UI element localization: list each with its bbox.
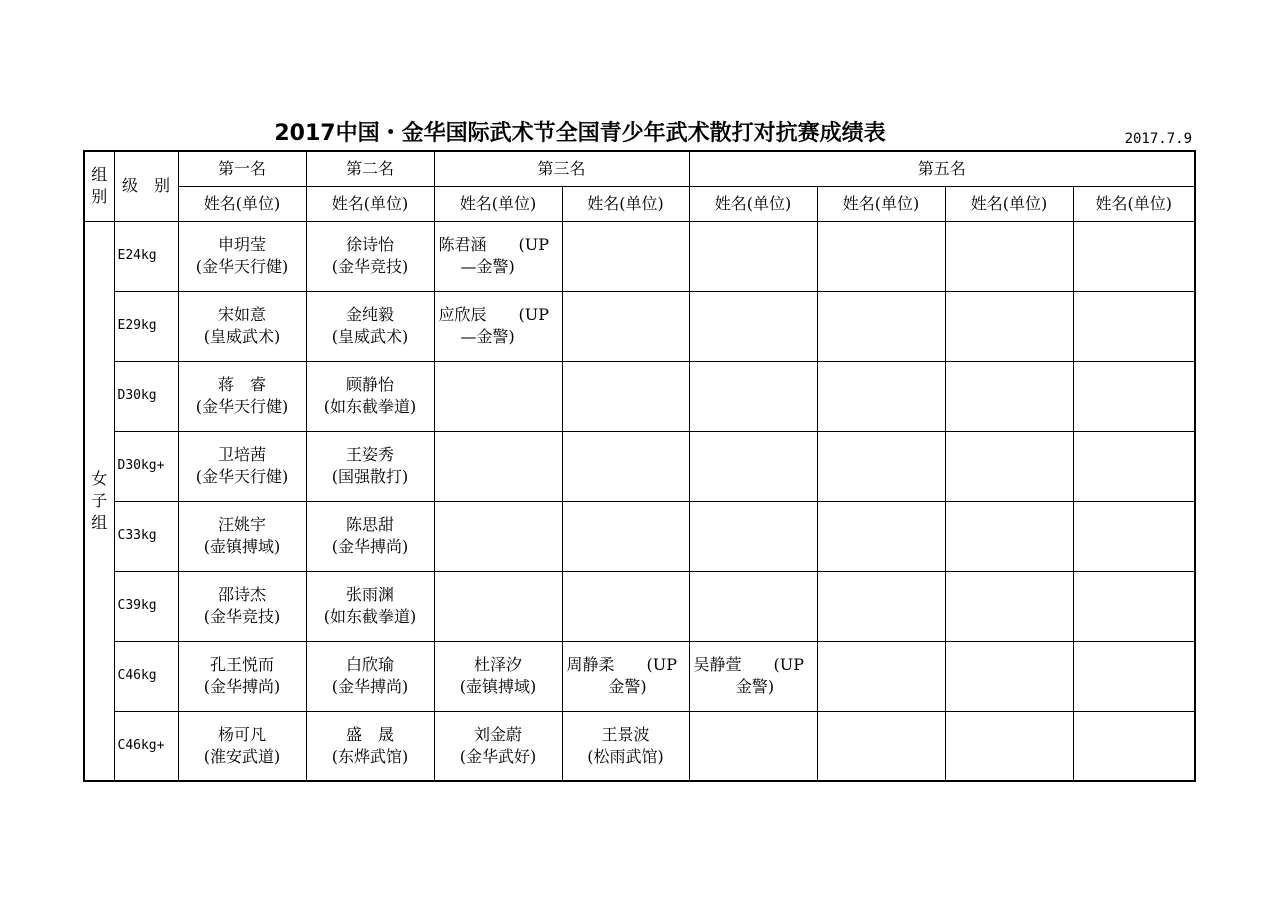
athlete-name: 张雨渊 bbox=[345, 585, 394, 604]
result-cell bbox=[178, 291, 306, 361]
result-cell bbox=[306, 431, 434, 501]
athlete-name: 蒋 睿 bbox=[217, 375, 266, 394]
athlete-unit: (国强散打) bbox=[331, 467, 409, 486]
athlete-name: 白欣瑜 bbox=[345, 655, 394, 674]
group-label: 女子组 bbox=[91, 468, 108, 532]
athlete-unit: (松雨武馆) bbox=[587, 746, 664, 766]
class-cell: C46kg+ bbox=[114, 711, 178, 781]
header-class: 级 别 bbox=[114, 151, 178, 221]
result-cell bbox=[434, 221, 562, 291]
result-cell bbox=[562, 361, 689, 431]
result-cell bbox=[1073, 641, 1195, 711]
athlete-unit: (金华搏尚) bbox=[203, 677, 281, 696]
athlete-name: 杨可凡 bbox=[217, 724, 266, 744]
header-group: 组别 bbox=[84, 151, 114, 221]
result-cell bbox=[306, 641, 434, 711]
result-cell bbox=[434, 431, 562, 501]
result-cell bbox=[1073, 501, 1195, 571]
athlete-name: 应欣辰 (UP bbox=[438, 305, 549, 324]
athlete-name: 邵诗杰 bbox=[217, 585, 266, 604]
result-cell bbox=[1073, 221, 1195, 291]
result-cell bbox=[945, 291, 1073, 361]
result-cell bbox=[689, 501, 817, 571]
athlete-name: 宋如意 bbox=[217, 305, 266, 324]
header-rank5: 第五名 bbox=[689, 151, 1195, 186]
athlete-name: 徐诗怡 bbox=[345, 235, 394, 254]
result-cell bbox=[562, 571, 689, 641]
result-cell bbox=[817, 501, 945, 571]
class-cell: E29kg bbox=[114, 291, 178, 361]
athlete-unit: (东烨武馆) bbox=[331, 746, 409, 766]
athlete-unit: (如东截拳道) bbox=[323, 397, 417, 416]
result-cell bbox=[562, 221, 689, 291]
class-cell: C39kg bbox=[114, 571, 178, 641]
table-row bbox=[84, 221, 1195, 291]
result-cell bbox=[178, 711, 306, 781]
header-name-unit: 姓名(单位) bbox=[945, 186, 1073, 221]
result-cell bbox=[945, 221, 1073, 291]
athlete-unit: —金警) bbox=[460, 257, 515, 276]
result-cell bbox=[306, 361, 434, 431]
athlete-unit: (如东截拳道) bbox=[323, 607, 417, 626]
athlete-name: 吴静萱 (UP bbox=[693, 655, 805, 674]
results-table bbox=[83, 150, 1196, 782]
header-rank1: 第一名 bbox=[178, 151, 306, 186]
result-cell bbox=[817, 431, 945, 501]
result-cell bbox=[689, 291, 817, 361]
athlete-unit: (金华竞技) bbox=[331, 257, 409, 276]
class-cell: D30kg bbox=[114, 361, 178, 431]
group-cell bbox=[84, 221, 114, 781]
result-cell bbox=[434, 711, 562, 781]
result-cell bbox=[689, 711, 817, 781]
athlete-name: 刘金蔚 bbox=[473, 724, 522, 744]
result-cell bbox=[434, 571, 562, 641]
table-row bbox=[84, 571, 1195, 641]
athlete-unit: (壶镇搏域) bbox=[459, 677, 537, 696]
page-title: 2017中国・金华国际武术节全国青少年武术散打对抗赛成绩表 bbox=[274, 121, 886, 146]
result-cell bbox=[178, 431, 306, 501]
header-name-unit: 姓名(单位) bbox=[178, 186, 306, 221]
class-cell: C33kg bbox=[114, 501, 178, 571]
result-cell bbox=[434, 501, 562, 571]
athlete-unit: (金华搏尚) bbox=[331, 677, 409, 696]
result-cell bbox=[306, 711, 434, 781]
athlete-name: 陈君涵 (UP bbox=[438, 235, 549, 254]
result-cell bbox=[689, 221, 817, 291]
result-cell bbox=[178, 571, 306, 641]
result-cell bbox=[562, 641, 689, 711]
table-row bbox=[84, 641, 1195, 711]
athlete-name: 孔王悦而 bbox=[209, 655, 274, 674]
table-row bbox=[84, 501, 1195, 571]
class-cell: E24kg bbox=[114, 221, 178, 291]
result-cell bbox=[945, 711, 1073, 781]
header-name-unit: 姓名(单位) bbox=[562, 186, 689, 221]
header-name-unit: 姓名(单位) bbox=[1073, 186, 1195, 221]
result-cell bbox=[817, 361, 945, 431]
result-cell bbox=[562, 501, 689, 571]
header-name-unit: 姓名(单位) bbox=[306, 186, 434, 221]
result-cell bbox=[945, 501, 1073, 571]
athlete-name: 汪姚宇 bbox=[217, 515, 266, 534]
result-cell bbox=[945, 361, 1073, 431]
athlete-unit: (金华竞技) bbox=[203, 607, 281, 626]
result-cell bbox=[306, 571, 434, 641]
result-cell bbox=[1073, 361, 1195, 431]
result-cell bbox=[689, 361, 817, 431]
athlete-unit: (金华天行健) bbox=[195, 257, 289, 276]
athlete-name: 周静柔 (UP bbox=[566, 655, 677, 674]
result-cell bbox=[562, 291, 689, 361]
result-cell bbox=[945, 431, 1073, 501]
athlete-name: 王姿秀 bbox=[345, 445, 394, 464]
athlete-name: 陈思甜 bbox=[345, 515, 394, 534]
athlete-unit: (金华武好) bbox=[459, 746, 537, 766]
athlete-name: 王景波 bbox=[601, 724, 650, 744]
header-row-1 bbox=[84, 151, 1195, 186]
athlete-unit: (金华搏尚) bbox=[331, 537, 409, 556]
athlete-unit: (壶镇搏域) bbox=[203, 537, 281, 556]
result-cell bbox=[689, 431, 817, 501]
result-cell bbox=[434, 641, 562, 711]
result-cell bbox=[1073, 711, 1195, 781]
result-cell bbox=[689, 641, 817, 711]
result-cell bbox=[817, 711, 945, 781]
result-cell bbox=[945, 571, 1073, 641]
athlete-name: 杜泽汐 bbox=[473, 655, 522, 674]
result-cell bbox=[1073, 571, 1195, 641]
table-row bbox=[84, 291, 1195, 361]
result-cell bbox=[817, 221, 945, 291]
header-rank2: 第二名 bbox=[306, 151, 434, 186]
athlete-unit: (金华天行健) bbox=[195, 397, 289, 416]
result-cell bbox=[817, 641, 945, 711]
athlete-unit: (金华天行健) bbox=[195, 467, 289, 486]
header-row-2 bbox=[84, 186, 1195, 221]
athlete-name: 申玥莹 bbox=[217, 235, 266, 254]
result-cell bbox=[562, 431, 689, 501]
result-cell bbox=[178, 361, 306, 431]
athlete-unit: (皇威武术) bbox=[203, 327, 281, 346]
date-label: 2017.7.9 bbox=[1124, 131, 1192, 147]
header-name-unit: 姓名(单位) bbox=[434, 186, 562, 221]
class-cell: C46kg bbox=[114, 641, 178, 711]
athlete-unit: —金警) bbox=[460, 327, 515, 346]
result-cell bbox=[306, 221, 434, 291]
result-cell bbox=[306, 501, 434, 571]
athlete-unit: 金警) bbox=[608, 677, 647, 696]
table-row bbox=[84, 361, 1195, 431]
result-cell bbox=[1073, 291, 1195, 361]
header-rank3: 第三名 bbox=[434, 151, 689, 186]
result-cell bbox=[817, 571, 945, 641]
athlete-name: 盛 晟 bbox=[345, 724, 394, 744]
table-row bbox=[84, 431, 1195, 501]
athlete-name: 卫培茜 bbox=[217, 445, 266, 464]
athlete-name: 顾静怡 bbox=[345, 375, 394, 394]
result-cell bbox=[178, 641, 306, 711]
header-name-unit: 姓名(单位) bbox=[689, 186, 817, 221]
result-cell bbox=[945, 641, 1073, 711]
result-cell bbox=[817, 291, 945, 361]
class-cell: D30kg+ bbox=[114, 431, 178, 501]
result-cell bbox=[178, 221, 306, 291]
result-cell bbox=[689, 571, 817, 641]
header-name-unit: 姓名(单位) bbox=[817, 186, 945, 221]
athlete-unit: (皇威武术) bbox=[331, 327, 409, 346]
athlete-unit: 金警) bbox=[735, 677, 775, 696]
athlete-name: 金纯毅 bbox=[345, 305, 394, 324]
athlete-unit: (淮安武道) bbox=[203, 746, 281, 766]
result-cell bbox=[562, 711, 689, 781]
result-cell bbox=[1073, 431, 1195, 501]
result-cell bbox=[434, 291, 562, 361]
result-cell bbox=[306, 291, 434, 361]
table-row bbox=[84, 711, 1195, 781]
result-cell bbox=[434, 361, 562, 431]
result-cell bbox=[178, 501, 306, 571]
